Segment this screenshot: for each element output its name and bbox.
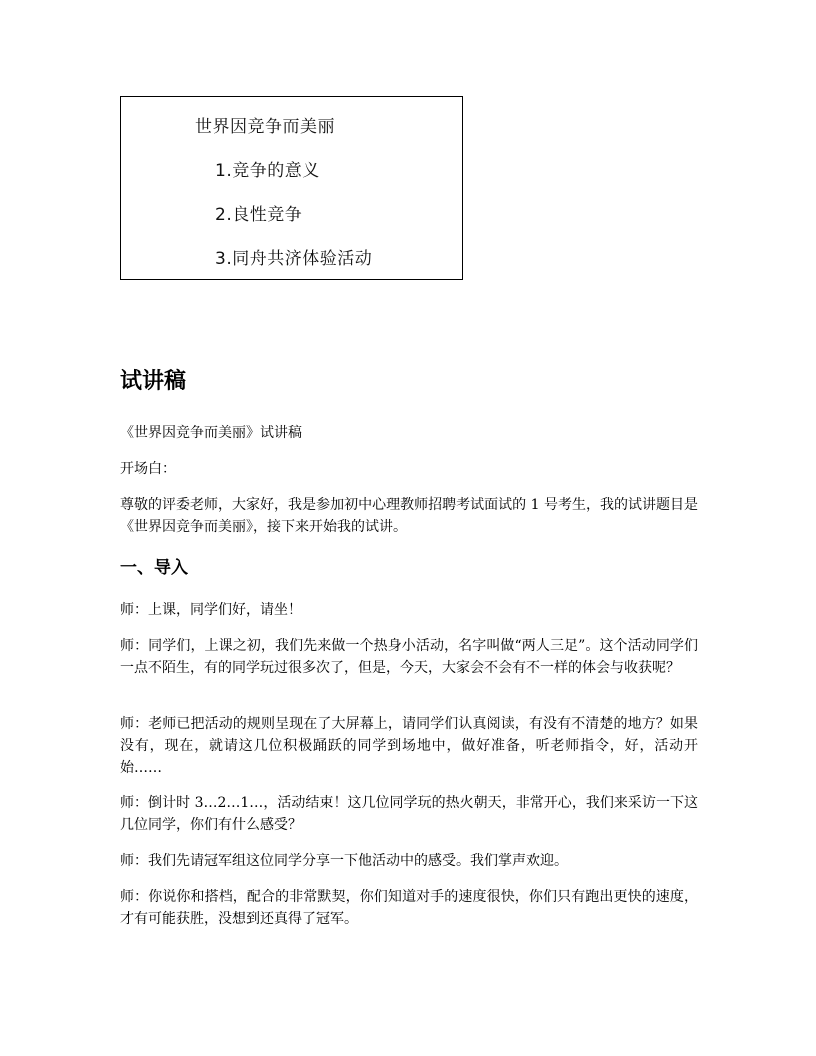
paragraph-5: 师：我们先请冠军组这位同学分享一下他活动中的感受。我们掌声欢迎。 bbox=[120, 853, 568, 869]
outline-item-1: 1.竞争的意义 bbox=[215, 161, 320, 181]
outline-box bbox=[120, 96, 463, 280]
opening-paragraph: 尊敬的评委老师，大家好，我是参加初中心理教师招聘考试面试的 1 号考生，我的试讲题目是《世界因竞争而美丽》，接下来开始我的试讲。 bbox=[120, 497, 698, 535]
outline-title: 世界因竞争而美丽 bbox=[195, 117, 335, 137]
outline-item-2: 2.良性竞争 bbox=[215, 205, 303, 225]
section-heading-intro: 一、导入 bbox=[120, 558, 188, 578]
paragraph-3: 师：老师已把活动的规则呈现在了大屏幕上，请同学们认真阅读，有没有不清楚的地方？如果没有，现在，就请这几位积极踊跃的同学到场地中，做好准备，听老师指令，好，活动开始…… bbox=[120, 716, 698, 776]
paragraph-1: 师：上课，同学们好，请坐！ bbox=[120, 602, 302, 618]
paragraph-2: 师：同学们，上课之初，我们先来做一个热身小活动，名字叫做“两人三足”。这个活动同学们一点不陌生，有的同学玩过很多次了，但是，今天，大家会不会有不一样的体会与收获呢？ bbox=[120, 638, 698, 676]
opening-label: 开场白： bbox=[120, 461, 176, 477]
document-heading: 试讲稿 bbox=[120, 369, 187, 394]
paragraph-6: 师：你说你和搭档，配合的非常默契，你们知道对手的速度很快，你们只有跑出更快的速度，才有可能获胜，没想到还真得了冠军。 bbox=[120, 889, 698, 927]
paragraph-4: 师：倒计时 3…2…1…，活动结束！这几位同学玩的热火朝天，非常开心，我们来采访一下这几位同学，你们有什么感受？ bbox=[120, 795, 698, 833]
outline-item-3: 3.同舟共济体验活动 bbox=[215, 249, 373, 269]
document-subtitle: 《世界因竞争而美丽》试讲稿 bbox=[120, 425, 302, 441]
